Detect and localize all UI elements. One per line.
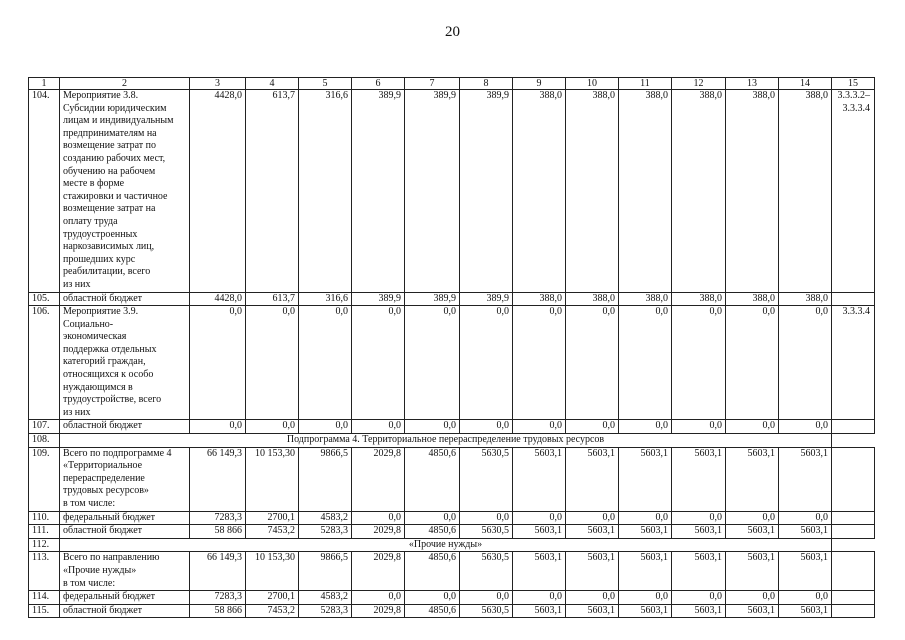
value-cell: 0,0 xyxy=(513,591,566,605)
column-number-header: 4 xyxy=(246,78,299,90)
description-line: Всего по подпрограмме 4 xyxy=(63,447,172,459)
value-cell: 5283,3 xyxy=(299,604,352,618)
table-row xyxy=(29,306,875,420)
column-number-header: 13 xyxy=(726,78,779,90)
value-cell: 4428,0 xyxy=(190,292,246,306)
value-cell: 5603,1 xyxy=(672,604,726,618)
value-cell: 2029,8 xyxy=(352,525,405,539)
row-number: 113. xyxy=(29,552,60,591)
value-cell: 388,0 xyxy=(513,292,566,306)
column-number-header: 11 xyxy=(619,78,672,90)
value-cell: 613,7 xyxy=(246,292,299,306)
value-cell: 316,6 xyxy=(299,292,352,306)
value-cell: 5630,5 xyxy=(460,552,513,591)
table-row xyxy=(29,292,875,306)
budget-table xyxy=(28,77,875,618)
value-cell: 4583,2 xyxy=(299,591,352,605)
value-cell: 66 149,3 xyxy=(190,447,246,511)
value-cell: 5603,1 xyxy=(619,552,672,591)
row-number: 104. xyxy=(29,90,60,293)
description-line: федеральный бюджет xyxy=(63,591,156,603)
value-cell: 389,9 xyxy=(405,90,460,293)
value-cell: 388,0 xyxy=(513,90,566,293)
description-line: из них xyxy=(63,278,91,290)
value-cell: 0,0 xyxy=(566,420,619,434)
value-cell: 0,0 xyxy=(299,306,352,420)
value-cell: 0,0 xyxy=(246,306,299,420)
description-line: областной бюджет xyxy=(63,420,143,432)
description-line: Социально- xyxy=(63,318,114,330)
value-cell: 5603,1 xyxy=(726,604,779,618)
value-cell: 7283,3 xyxy=(190,511,246,525)
description-line: Мероприятие 3.8. xyxy=(63,90,139,101)
description-line: «Прочие нужды» xyxy=(63,564,137,576)
value-cell: 7283,3 xyxy=(190,591,246,605)
row-number: 110. xyxy=(29,511,60,525)
column-number-header: 15 xyxy=(832,78,875,90)
value-cell: 2029,8 xyxy=(352,552,405,591)
value-cell: 0,0 xyxy=(405,511,460,525)
description-line: Субсидии юридическим xyxy=(63,102,167,114)
description-line: категорий граждан, xyxy=(63,356,146,368)
value-cell: 389,9 xyxy=(460,90,513,293)
description-line: в том числе: xyxy=(63,498,116,509)
value-cell: 10 153,30 xyxy=(246,552,299,591)
value-cell: 10 153,30 xyxy=(246,447,299,511)
description-line: перераспределение xyxy=(63,472,145,484)
description-line: созданию рабочих мест, xyxy=(63,152,166,164)
value-cell: 0,0 xyxy=(672,511,726,525)
reference-cell xyxy=(832,420,875,434)
description-line: в том числе: xyxy=(63,577,116,589)
row-number: 107. xyxy=(29,420,60,434)
description-line: реабилитации, всего xyxy=(63,266,151,278)
value-cell: 0,0 xyxy=(513,420,566,434)
value-cell: 5630,5 xyxy=(460,447,513,511)
value-cell: 0,0 xyxy=(619,420,672,434)
value-cell: 0,0 xyxy=(672,306,726,420)
row-number: 115. xyxy=(29,604,60,618)
value-cell: 4428,0 xyxy=(190,90,246,293)
column-number-header: 7 xyxy=(405,78,460,90)
value-cell: 0,0 xyxy=(619,306,672,420)
value-cell: 0,0 xyxy=(566,511,619,525)
value-cell: 5603,1 xyxy=(513,447,566,511)
value-cell: 389,9 xyxy=(460,292,513,306)
column-number-header: 9 xyxy=(513,78,566,90)
table-row xyxy=(29,591,875,605)
value-cell: 0,0 xyxy=(352,511,405,525)
value-cell: 5603,1 xyxy=(566,525,619,539)
row-description xyxy=(60,306,190,420)
value-cell: 5603,1 xyxy=(726,525,779,539)
value-cell: 5603,1 xyxy=(513,604,566,618)
table-row xyxy=(29,538,875,552)
reference-cell xyxy=(832,604,875,618)
description-line: месте в форме xyxy=(63,178,125,190)
description-line: областной бюджет xyxy=(63,292,143,304)
value-cell: 5630,5 xyxy=(460,525,513,539)
description-line: Мероприятие 3.9. xyxy=(63,306,139,318)
value-cell: 5603,1 xyxy=(619,447,672,511)
value-cell: 7453,2 xyxy=(246,604,299,618)
row-description xyxy=(60,604,190,618)
description-line: прошедших курс xyxy=(63,253,136,265)
value-cell: 5603,1 xyxy=(566,604,619,618)
value-cell: 388,0 xyxy=(779,292,832,306)
value-cell: 0,0 xyxy=(779,420,832,434)
value-cell: 0,0 xyxy=(672,591,726,605)
value-cell: 0,0 xyxy=(405,591,460,605)
value-cell: 9866,5 xyxy=(299,552,352,591)
row-description xyxy=(60,511,190,525)
description-line: оплату труда xyxy=(63,215,118,227)
value-cell: 5603,1 xyxy=(672,447,726,511)
description-line: экономическая xyxy=(63,331,127,343)
value-cell: 388,0 xyxy=(726,292,779,306)
description-line: лицам и индивидуальным xyxy=(63,115,174,127)
column-number-header: 12 xyxy=(672,78,726,90)
row-description xyxy=(60,292,190,306)
value-cell: 0,0 xyxy=(405,306,460,420)
row-description xyxy=(60,90,190,293)
value-cell: 5603,1 xyxy=(779,552,832,591)
description-line: Всего по направлению xyxy=(63,552,160,564)
reference-cell xyxy=(832,292,875,306)
description-line: наркозависимых лиц, xyxy=(63,241,155,253)
description-line: возмещение затрат по xyxy=(63,140,157,152)
value-cell: 4850,6 xyxy=(405,447,460,511)
description-line: поддержка отдельных xyxy=(63,343,157,355)
description-line: трудоустроенных xyxy=(63,228,138,240)
value-cell: 2029,8 xyxy=(352,447,405,511)
value-cell: 0,0 xyxy=(779,591,832,605)
value-cell: 389,9 xyxy=(352,90,405,293)
value-cell: 389,9 xyxy=(405,292,460,306)
description-line: трудоустройстве, всего xyxy=(63,394,162,406)
value-cell: 5603,1 xyxy=(779,604,832,618)
table-row xyxy=(29,511,875,525)
value-cell: 388,0 xyxy=(566,292,619,306)
value-cell: 316,6 xyxy=(299,90,352,293)
column-number-header: 14 xyxy=(779,78,832,90)
value-cell: 5603,1 xyxy=(726,447,779,511)
column-number-header: 5 xyxy=(299,78,352,90)
description-line: областной бюджет xyxy=(63,604,143,616)
reference-cell: 3.3.3.2–3.3.3.4 xyxy=(832,90,875,293)
value-cell: 5603,1 xyxy=(726,552,779,591)
description-line: предпринимателям на xyxy=(63,127,157,139)
reference-cell: 3.3.3.4 xyxy=(832,306,875,420)
value-cell: 2700,1 xyxy=(246,591,299,605)
reference-cell xyxy=(832,511,875,525)
value-cell: 0,0 xyxy=(460,306,513,420)
value-cell: 9866,5 xyxy=(299,447,352,511)
value-cell: 5603,1 xyxy=(672,525,726,539)
description-line: стажировки и частичное xyxy=(63,190,168,202)
page-number: 20 xyxy=(445,24,460,40)
reference-cell xyxy=(832,447,875,511)
value-cell: 0,0 xyxy=(190,420,246,434)
value-cell: 0,0 xyxy=(779,306,832,420)
table-row xyxy=(29,604,875,618)
row-number: 111. xyxy=(29,525,60,539)
value-cell: 388,0 xyxy=(619,292,672,306)
value-cell: 0,0 xyxy=(352,591,405,605)
value-cell: 0,0 xyxy=(246,420,299,434)
value-cell: 0,0 xyxy=(726,420,779,434)
value-cell: 58 866 xyxy=(190,525,246,539)
description-line: трудовых ресурсов» xyxy=(63,485,149,497)
row-description xyxy=(60,447,190,511)
value-cell: 5603,1 xyxy=(566,552,619,591)
value-cell: 0,0 xyxy=(619,591,672,605)
value-cell: 4850,6 xyxy=(405,552,460,591)
row-description xyxy=(60,591,190,605)
value-cell: 5603,1 xyxy=(672,552,726,591)
value-cell: 388,0 xyxy=(566,90,619,293)
table-row xyxy=(29,90,875,293)
value-cell: 0,0 xyxy=(726,306,779,420)
row-number: 114. xyxy=(29,591,60,605)
value-cell: 7453,2 xyxy=(246,525,299,539)
value-cell: 58 866 xyxy=(190,604,246,618)
column-number-header: 1 xyxy=(29,78,60,90)
value-cell: 0,0 xyxy=(299,420,352,434)
row-description xyxy=(60,525,190,539)
description-line: относящихся к особо xyxy=(63,369,154,381)
table-row xyxy=(29,447,875,511)
value-cell: 5283,3 xyxy=(299,525,352,539)
value-cell: 5603,1 xyxy=(779,447,832,511)
value-cell: 0,0 xyxy=(352,420,405,434)
value-cell: 0,0 xyxy=(726,591,779,605)
description-line: нуждающимся в xyxy=(63,381,133,393)
reference-cell xyxy=(832,525,875,539)
value-cell: 4850,6 xyxy=(405,604,460,618)
value-cell: 4583,2 xyxy=(299,511,352,525)
table-row xyxy=(29,552,875,591)
value-cell: 0,0 xyxy=(352,306,405,420)
value-cell: 0,0 xyxy=(619,511,672,525)
value-cell: 5630,5 xyxy=(460,604,513,618)
value-cell: 5603,1 xyxy=(779,525,832,539)
value-cell: 613,7 xyxy=(246,90,299,293)
row-number: 108. xyxy=(29,434,60,448)
value-cell: 5603,1 xyxy=(619,604,672,618)
table-row xyxy=(29,434,875,448)
value-cell: 2700,1 xyxy=(246,511,299,525)
section-title: «Прочие нужды» xyxy=(60,538,832,552)
value-cell: 0,0 xyxy=(513,306,566,420)
column-number-header: 6 xyxy=(352,78,405,90)
value-cell: 0,0 xyxy=(460,420,513,434)
value-cell: 388,0 xyxy=(672,292,726,306)
value-cell: 388,0 xyxy=(779,90,832,293)
value-cell: 0,0 xyxy=(726,511,779,525)
value-cell: 389,9 xyxy=(352,292,405,306)
value-cell: 388,0 xyxy=(619,90,672,293)
column-number-header: 10 xyxy=(566,78,619,90)
table-row xyxy=(29,420,875,434)
value-cell: 0,0 xyxy=(672,420,726,434)
value-cell: 0,0 xyxy=(513,511,566,525)
section-title: Подпрограмма 4. Территориальное перераспределение трудовых ресурсов xyxy=(60,434,832,448)
column-number-header-row xyxy=(29,78,875,90)
row-description xyxy=(60,552,190,591)
row-number: 105. xyxy=(29,292,60,306)
value-cell: 0,0 xyxy=(566,591,619,605)
description-line: обучению на рабочем xyxy=(63,165,156,177)
value-cell: 4850,6 xyxy=(405,525,460,539)
value-cell: 66 149,3 xyxy=(190,552,246,591)
description-line: областной бюджет xyxy=(63,525,143,537)
column-number-header: 8 xyxy=(460,78,513,90)
row-description xyxy=(60,420,190,434)
value-cell: 5603,1 xyxy=(513,552,566,591)
value-cell: 0,0 xyxy=(460,591,513,605)
description-line: из них xyxy=(63,406,91,418)
table-row xyxy=(29,525,875,539)
value-cell: 0,0 xyxy=(405,420,460,434)
value-cell: 0,0 xyxy=(190,306,246,420)
reference-cell xyxy=(832,552,875,591)
description-line: возмещение затрат на xyxy=(63,203,156,215)
row-number: 112. xyxy=(29,538,60,552)
value-cell: 0,0 xyxy=(779,511,832,525)
value-cell: 5603,1 xyxy=(619,525,672,539)
value-cell: 0,0 xyxy=(566,306,619,420)
column-number-header: 3 xyxy=(190,78,246,90)
column-number-header: 2 xyxy=(60,78,190,90)
value-cell: 5603,1 xyxy=(513,525,566,539)
reference-cell xyxy=(832,591,875,605)
value-cell: 0,0 xyxy=(460,511,513,525)
value-cell: 388,0 xyxy=(726,90,779,293)
row-number: 109. xyxy=(29,447,60,511)
description-line: «Территориальное xyxy=(63,460,143,472)
value-cell: 2029,8 xyxy=(352,604,405,618)
description-line: федеральный бюджет xyxy=(63,511,156,523)
value-cell: 388,0 xyxy=(672,90,726,293)
value-cell: 5603,1 xyxy=(566,447,619,511)
row-number: 106. xyxy=(29,306,60,420)
